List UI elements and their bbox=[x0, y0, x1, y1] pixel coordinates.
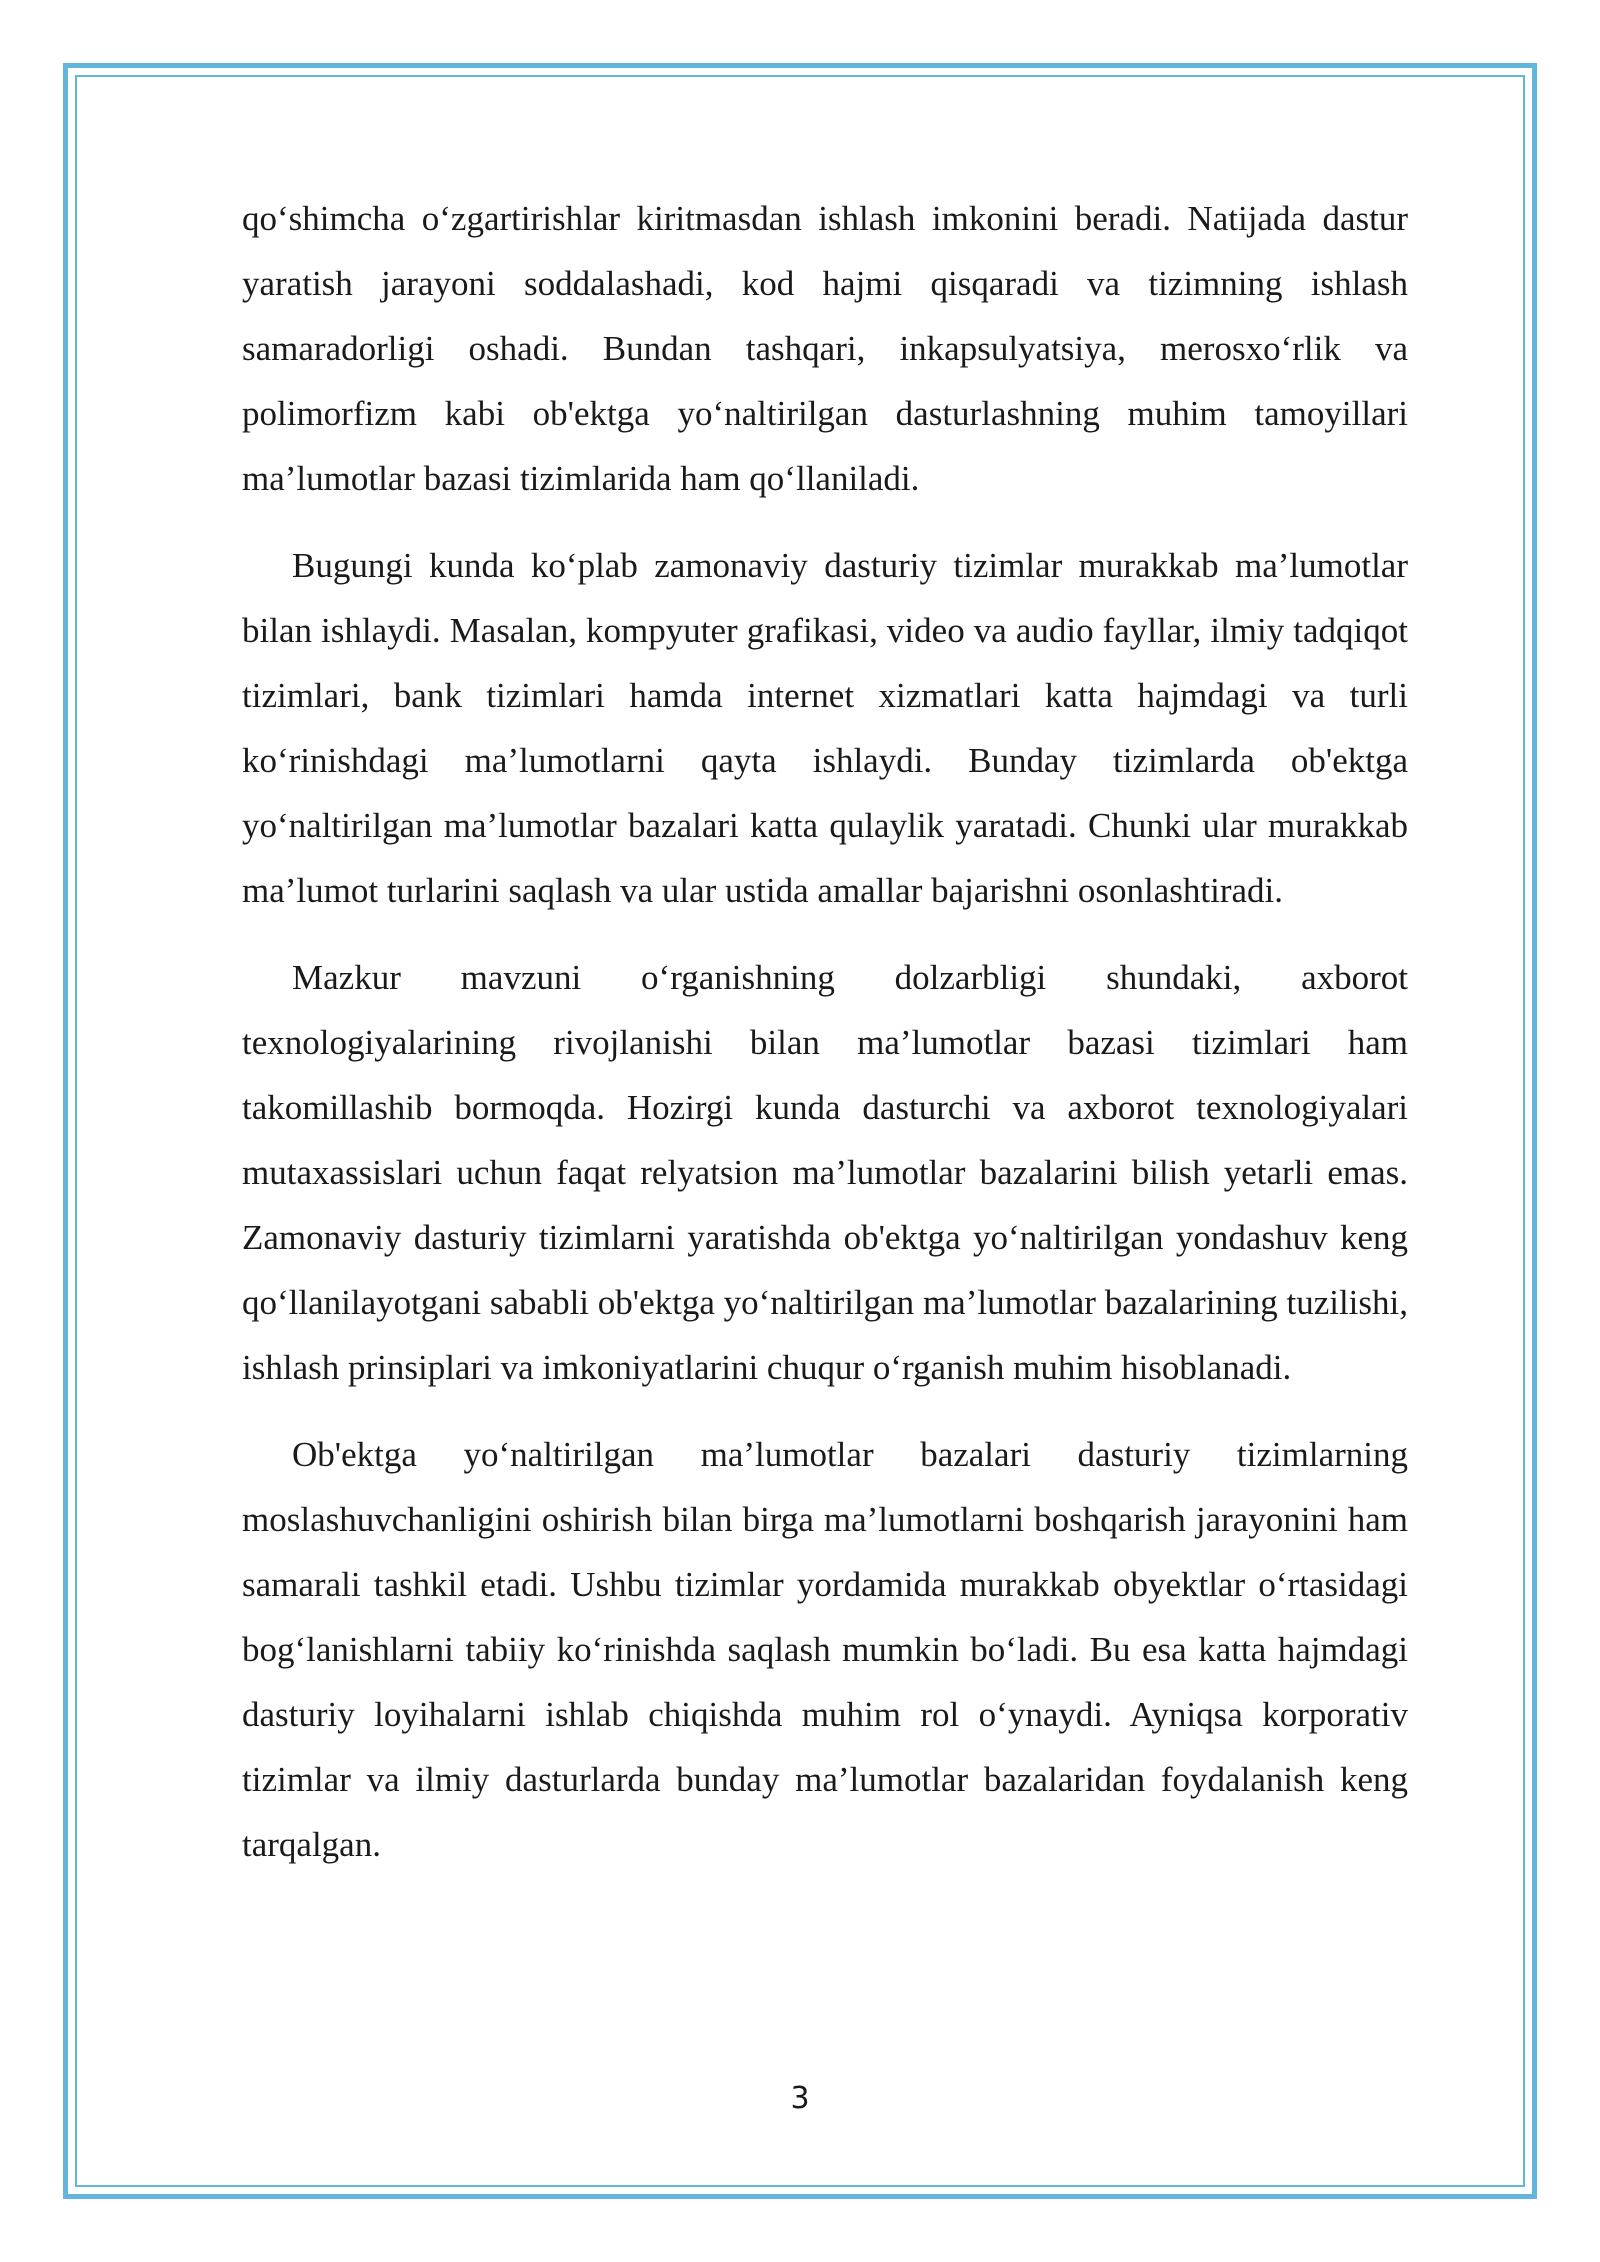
paragraph-4: Ob'ektga yo‘naltirilgan ma’lumotlar bazalari dasturiy tizimlarning moslashuvchanligini oshirish bilan birga ma’lumotlarni boshqarish jarayonini ham samarali tashkil etadi. Ushbu tizimlar yordamida murakkab obyektlar o‘rtasidagi bog‘lanishlarni tabiiy ko‘rinishda saqlash mumkin bo‘ladi. Bu esa katta hajmdagi dasturiy loyihalarni ishlab chiqishda muhim rol o‘ynaydi. Ayniqsa korporativ tizimlar va ilmiy dasturlarda bunday ma’lumotlar bazalaridan foydalanish keng tarqalgan. bbox=[242, 1435, 1408, 1864]
page-content bbox=[242, 186, 1408, 1899]
paragraph-2: Bugungi kunda ko‘plab zamonaviy dasturiy tizimlar murakkab ma’lumotlar bilan ishlaydi. Masalan, kompyuter grafikasi, video va audio fayllar, ilmiy tadqiqot tizimlari, bank tizimlari hamda internet xizmatlari katta hajmdagi va turli ko‘rinishdagi ma’lumotlarni qayta ishlaydi. Bunday tizimlarda ob'ektga yo‘naltirilgan ma’lumotlar bazalari katta qulaylik yaratadi. Chunki ular murakkab ma’lumot turlarini saqlash va ular ustida amallar bajarishni osonlashtiradi. bbox=[242, 546, 1408, 910]
paragraph-3: Mazkur mavzuni o‘rganishning dolzarbligi shundaki, axborot texnologiyalarining rivojlanishi bilan ma’lumotlar bazasi tizimlari ham takomillashib bormoqda. Hozirgi kunda dasturchi va axborot texnologiyalari mutaxassislari uchun faqat relyatsion ma’lumotlar bazalarini bilish yetarli emas. Zamonaviy dasturiy tizimlarni yaratishda ob'ektga yo‘naltirilgan yondashuv keng qo‘llanilayotgani sababli ob'ektga yo‘naltirilgan ma’lumotlar bazalarining tuzilishi, ishlash prinsiplari va imkoniyatlarini chuqur o‘rganish muhim hisoblanadi. bbox=[242, 958, 1408, 1387]
page-number: 3 bbox=[790, 2081, 810, 2116]
paragraph-1: qo‘shimcha o‘zgartirishlar kiritmasdan ishlash imkonini beradi. Natijada dastur yaratish jarayoni soddalashadi, kod hajmi qisqaradi va tizimning ishlash samaradorligi oshadi. Bundan tashqari, inkapsulyatsiya, merosxo‘rlik va polimorfizm kabi ob'ektga yo‘naltirilgan dasturlashning muhim tamoyillari ma’lumotlar bazasi tizimlarida ham qo‘llaniladi. bbox=[242, 199, 1408, 498]
